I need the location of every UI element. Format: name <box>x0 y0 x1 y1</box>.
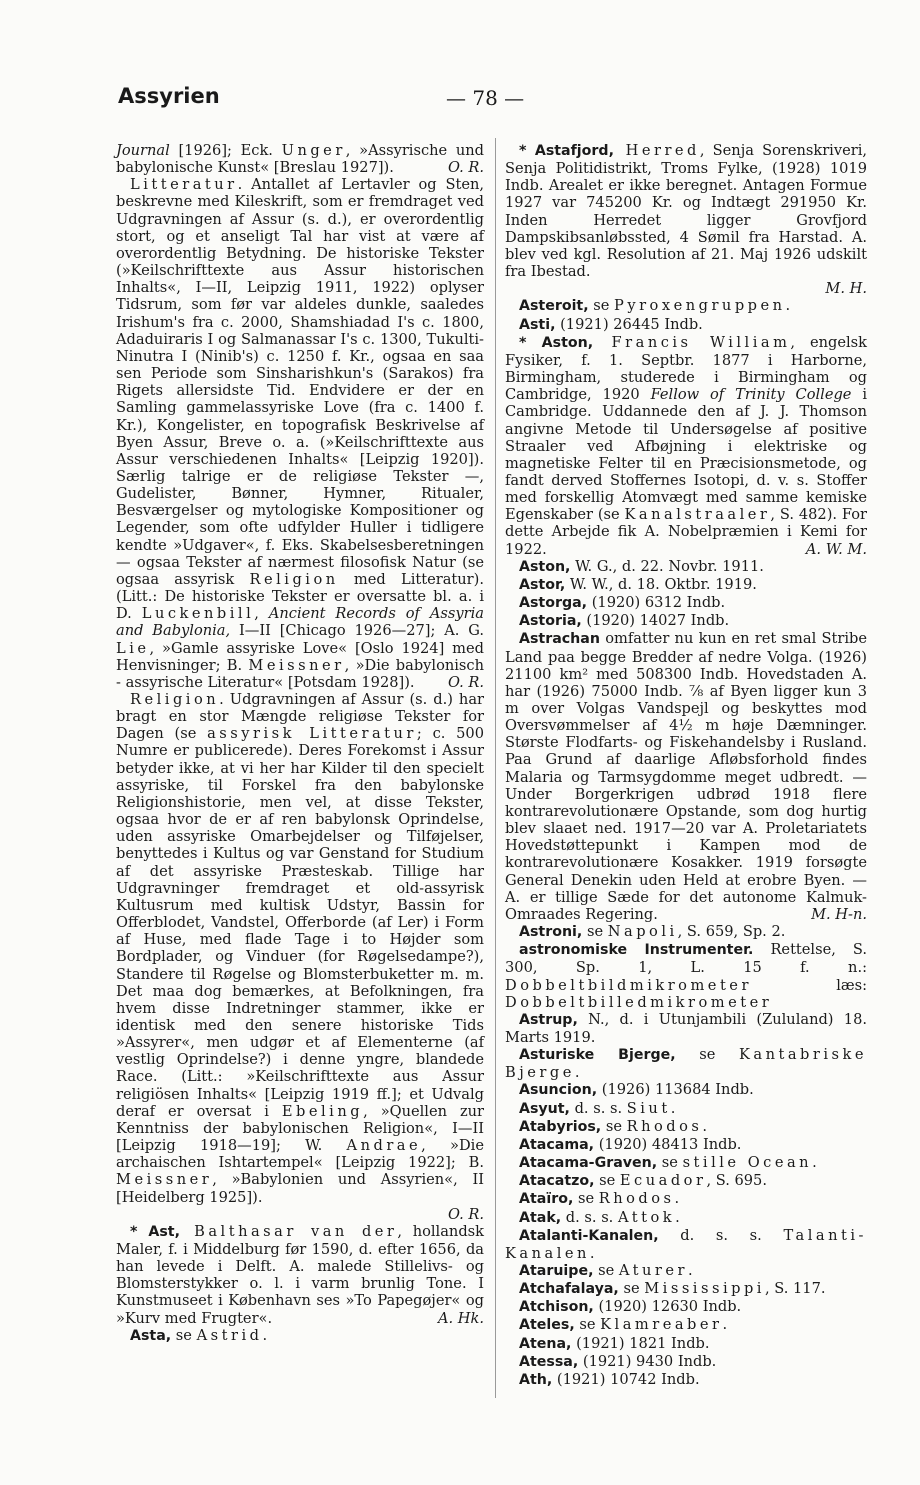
left-column <box>116 142 484 1345</box>
entry-astafjord: * Astafjord, Herred, Senja Sorenskriveri, Senja Politidistrikt, Troms Fylke, (1928) 1019 Indb. Arealet er ikke beregnet. Antagen Formue 1927 var 745200 Kr. og Indtægt 291950 Kr. Inden Herredet ligger Grovfjord Dampskibsanløbssted, 4 Sømil fra Harstad. A. blev ved kgl. Resolution af 21. Maj 1926 udskilt fra Ibestad. M. H. <box>505 142 868 298</box>
entry-astroni: Astroni, se Napoli, S. 659, Sp. 2. <box>519 923 786 941</box>
entry-atairo: Ataïro, se Rhodos. <box>519 1190 680 1208</box>
entry-astor: Astor, W. W., d. 18. Oktbr. 1919. <box>519 575 757 593</box>
page-header-title: Assyrien <box>118 84 220 108</box>
entry-atchafalaya: Atchafalaya, se Mississippi, S. 117. <box>519 1280 826 1298</box>
entry-astrup: Astrup, N., d. i Utunjambili (Zululand) 18. Marts 1919. <box>505 1010 867 1046</box>
entry-atacatzo: Atacatzo, se Ecuador, S. 695. <box>519 1172 767 1190</box>
entry-asturiske-bjerge: Asturiske Bjerge, se Kantabriske Bjerge. <box>505 1046 867 1082</box>
entry-atchison: Atchison, (1920) 12630 Indb. <box>519 1298 742 1316</box>
entry-asuncion: Asuncion, (1926) 113684 Indb. <box>519 1081 754 1099</box>
entry-religion: Religion. Udgravningen af Assur (s. d.) har bragt en stor Mængde religiøse Tekster for Dagen (se assyrisk Litteratur; c. 500 Numre er publicerede). Deres Forekomst i Assur betyder ikke, at vi her har Kilder til den specielt assyriske, til Forskel fra den babylonske Religionshistorie, men vel, at disse Tekster, ogsaa hvor de er af ren babylonsk Oprindelse, uden assyriske Omarbejdelser og Tilføjelser, benyttedes i Kultus og var Genstand for Studium af det assyriske Præsteskab. Tillige har Udgravninger fremdraget et old-assyrisk Kultusrum med kultisk Udstyr, Bassin for Offerblodet, Vandstel, Offerborde (af Ler) i Form af Huse, med flade Tage i to Højder som Bordplader, og Vinduer (for Røgelsedampe?), Standere til Røgelse og Blomsterbuketter m. m. Det maa dog bemærkes, at Befolkningen, fra hvem disse Indretninger stammer, ikke er identisk med den senere historiske Tids »Assyrer«, men udgør et af Elementerne (af vestlig Oprindelse?) i denne yngre, blandede Race. (Litt.: »Keilschrifttexte aus Assur religiösen Inhalts« [Leipzig 1919 ff.]; et Udvalg deraf er oversat i Ebeling, »Quellen zur Kenntniss der babylonischen Religion«, I—II [Leipzig 1918—19]; W. Andrae, »Die archaischen Ishtartempel« [Leipzig 1922]; B. Meissner, »Babylonien und Assyrien«, II [Heidelberg 1925]). O. R. <box>116 691 485 1223</box>
column-divider <box>495 138 496 1398</box>
entry-atena: Atena, (1921) 1821 Indb. <box>519 1334 710 1352</box>
right-column <box>505 142 867 1389</box>
entry-atessa: Atessa, (1921) 9430 Indb. <box>519 1352 717 1370</box>
entry-ateles: Ateles, se Klamreaber. <box>519 1316 728 1334</box>
entry-atacama-graven: Atacama-Graven, se stille Ocean. <box>519 1154 817 1172</box>
entry-aston-wg: Aston, W. G., d. 22. Novbr. 1911. <box>519 557 764 575</box>
entry-atabyrios: Atabyrios, se Rhodos. <box>519 1117 708 1135</box>
entry-atacama: Atacama, (1920) 48413 Indb. <box>519 1135 742 1153</box>
entry-astrachan: Astrachan omfatter nu kun en ret smal Stribe Land paa begge Bredder af nedre Volga. (1926) 21100 km² med 508300 Indb. Hovedstaden A. har (1926) 75000 Indb. ⅞ af Byen ligger kun 3 m over Volgas Vandspejl og beskyttes mod Oversvømmelser af 4½ m høje Dæmninger. Største Flodfarts- og Fiskehandelsby i Rusland. Paa Grund af daarlige Afløbsforhold findes Malaria og Tarmsygdomme meget udbredt. — Under Borgerkrigen udbrød 1918 flere kontrarevolutionære Opstande, som dog hurtig blev slaaet ned. 1917—20 var A. Proletariatets Hovedstøttepunkt i Kampen mod de kontrarevolutionære Kosakker. 1919 forsøgte General Denekin uden Held at erobre Byen. — A. er tillige Sæde for det autonome Kalmuk-Omraades Regering. M. H-n. <box>505 630 867 923</box>
entry-ath: Ath, (1921) 10742 Indb. <box>519 1370 700 1388</box>
entry-journal-ref: Journal [1926]; Eck. Unger, »Assyrische und babylonische Kunst« [Breslau 1927]). O. R. <box>116 142 485 177</box>
entry-astronomiske-instrumenter: astronomiske Instrumenter. Rettelse, S. 300, Sp. 1, L. 15 f. n.: Dobbeltbildmikrometer læs: Dobbeltbilledmikrometer <box>505 941 867 1011</box>
entry-ast: * Ast, Balthasar van der, hollandsk Maler, f. i Middelburg før 1590, d. efter 1656, da han levede i Delft. A. malede Stillelivs- og Blomsterstykker o. l. i varm brunlig Tone. I Kunstmuseet i København ses »To Papegøjer« og »Kurv med Frugter«. A. Hk. <box>116 1222 484 1327</box>
page-number: — 78 — <box>446 86 525 110</box>
entry-ataruipe: Ataruipe, se Aturer. <box>519 1262 693 1279</box>
entry-litteratur: Litteratur. Antallet af Lertavler og Sten, beskrevne med Kileskrift, som er fremdraget ved Udgravningen af Assur (s. d.), er overordentlig stort, og et anseligt Tal har vist at være af overordentlig Betydning. De historiske Tekster (»Keilschrifttexte aus Assur historischen Inhalts«, I—II, Leipzig 1911, 1922) oplyser Tidsrum, som før var aldeles dunkle, saaledes Irishum's fra c. 2000, Shamshiadad I's c. 1800, Adaduiraris I og Salmanassar I's c. 1300, Tukulti-Ninutra I (Ninib's) c. 1250 f. Kr., ogsaa en saa sen Periode som Sinsharishkun's (Sarakos) fra Rigets allersidste Tid. Endvidere er der en Samling gammelassyriske Love (fra c. 1400 f. Kr.), Kongelister, en topografisk Beskrivelse af Byen Assur, Breve o. a. (»Keilschrifttexte aus Assur verschiedenen Inhalts« [Leipzig 1920]). Særlig talrige er de religiøse Tekster —, Gudelister, Bønner, Hymner, Ritualer, Besværgelser og mytologiske Kompositioner og Legender, som ofte udfylder Huller i tidligere kendte »Udgaver«, f. Eks. Skabelsesberetningen — ogsaa Tekster af nærmest filosofisk Natur (se ogsaa assyrisk Religion med Litteratur). (Litt.: De historiske Tekster er oversatte bl. a. i D. Luckenbill, Ancient Records of Assyria and Babylonia, I—II [Chicago 1926—27]; A. G. Lie, »Gamle assyriske Love« [Oslo 1924] med Henvisninger; B. Meissner, »Die babylonisch - assyrische Literatur« [Potsdam 1928]). O. R. <box>116 176 484 691</box>
entry-aston: * Aston, Francis William, engelsk Fysiker, f. 1. Septbr. 1877 i Harborne, Birmingham, studerede i Birmingham og Cambridge, 1920 Fellow of Trinity College i Cambridge. Uddannede den af J. J. Thomson angivne Metode til Undersøgelse af positive Straaler ved Afbøjning i elektriske og magnetiske Felter til en Præcisionsmetode, og fandt derved Stoffernes Isotopi, d. v. s. Stoffer med forskellig Atomvægt med samme kemiske Egenskaber (se Kanalstraaler, S. 482). For dette Arbejde fik A. Nobelpræmien i Kemi for 1922. A. W. M. <box>505 333 867 558</box>
entry-asti: Asti, (1921) 26445 Indb. <box>519 315 703 333</box>
entry-asyut: Asyut, d. s. s. Siut. <box>519 1099 676 1117</box>
entry-asta: Asta, se Astrid. <box>130 1326 268 1344</box>
entry-atalanti-kanalen: Atalanti-Kanalen, d. s. s. Talanti-Kanalen. <box>505 1226 867 1262</box>
entry-atak: Atak, d. s. s. Attok. <box>519 1208 680 1226</box>
entry-asteroit: Asteroit, se Pyroxengruppen. <box>519 297 791 315</box>
entry-astorga: Astorga, (1920) 6312 Indb. <box>519 594 726 612</box>
entry-astoria: Astoria, (1920) 14027 Indb. <box>519 612 730 630</box>
